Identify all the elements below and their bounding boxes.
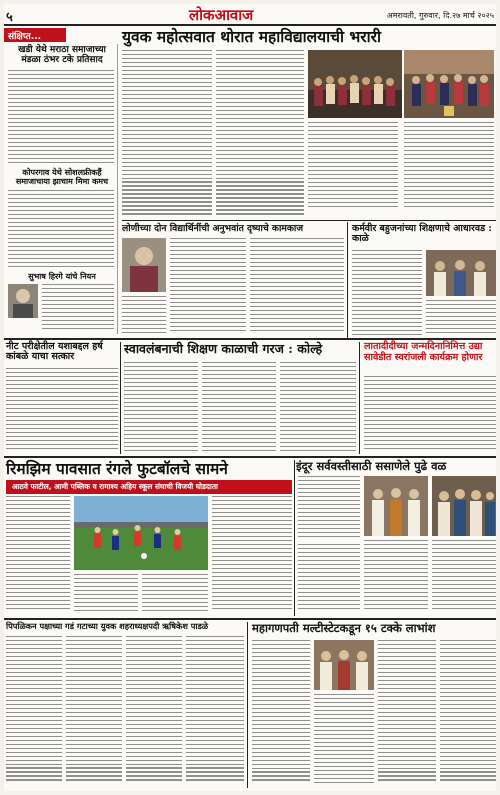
lead-photo-trophy: [404, 50, 494, 118]
story2-body-col0: [122, 296, 166, 336]
page-header: [4, 4, 496, 26]
indoor-body-col1: [298, 476, 360, 542]
obituary-portrait: [8, 284, 38, 318]
column-rule: [347, 222, 348, 340]
lead-photo-group: [308, 50, 402, 118]
brief1-title: खडी येथे मराठा समाजाच्या मंडळा ठंभर टके प्रतिसाद: [18, 45, 106, 65]
story2-headline: लोणीच्या दोन विद्यार्थिनींची अनुभवांत दृष्याचे कामकाज: [122, 223, 304, 234]
divider: [4, 618, 496, 620]
brief3-title: सुभाष हिरगे यांचे नियन: [28, 271, 96, 281]
story2-photo: [122, 238, 166, 292]
story2-body-col2: [250, 238, 344, 336]
newspaper-page: [4, 4, 496, 791]
indoor-body-col2: [298, 544, 360, 616]
masthead: लोकआवाज: [189, 6, 254, 24]
football-subhead: आठवे फाटील, आमी पब्लिक व रामाश्य अहिय स्कूल संघाची विजयी घोडदाता: [6, 480, 292, 494]
lead-headline: युवक महोत्सवात थोरात महाविद्यालयाची भरारी: [122, 27, 381, 46]
kolhe-body-col2: [202, 362, 276, 454]
football-body-col1: [6, 496, 70, 616]
story3-body-col2: [426, 300, 496, 338]
neet-headline: नीट परीक्षेतील यशाबद्दल हर्ष कांबळे याचा सत्कार: [6, 341, 103, 363]
indoor-photo-2: [432, 476, 496, 536]
kolhe-body-col3: [280, 362, 356, 454]
left-brief-column: [4, 44, 118, 334]
pathade-body-col1: [6, 636, 62, 788]
indoor-headline: इंदूर सर्ववस्तीसाठी ससाणेले पुढे वळ: [296, 459, 447, 473]
pathade-body-col3: [126, 636, 182, 788]
brief3-body: [42, 284, 114, 332]
football-body-col3: [142, 574, 208, 616]
story3-photo: [426, 250, 496, 296]
mahaganpati-body-col3: [378, 640, 436, 788]
lead-body-col2: [216, 50, 304, 220]
brief1-body: [8, 70, 114, 166]
indoor-body-col4: [432, 540, 496, 616]
column-rule: [247, 622, 248, 788]
kolhe-body-col1: [124, 362, 198, 454]
brief2-body: [8, 190, 114, 270]
lata-body: [364, 376, 496, 454]
mahaganpati-body-col1: [252, 640, 310, 788]
dateline: अमरावती, गुरुवार, दि.२७ मार्च २०२५: [386, 11, 494, 20]
divider: [4, 338, 496, 340]
pathade-body-col2: [66, 636, 122, 788]
football-body-col2: [74, 574, 138, 616]
story3-body-col1: [352, 250, 422, 338]
story2-body-col1: [170, 238, 246, 336]
pathade-headline: पिपळिकन पक्षाच्या गडं गटाच्या युवक शहराध्यक्षपदी ऋषिकेश पाडळे: [6, 621, 209, 631]
column-rule: [359, 342, 360, 454]
indoor-photo-1: [364, 476, 428, 536]
divider: [122, 220, 496, 221]
neet-body: [6, 368, 118, 452]
kolhe-headline: स्वावलंबनाची शिक्षण काळाची गरज : कोल्हे: [124, 341, 323, 356]
football-body-col4: [212, 496, 292, 616]
lead-body-col1: [122, 50, 212, 220]
football-photo: [74, 496, 208, 570]
brief2-title: कोपरगाव येथे सोशलफ्रीकहैं समाजाचाया झाचाम मिमा कमच: [15, 167, 109, 186]
football-headline: रिमझिम पावसात रंगले फुटबॉलचे सामने: [6, 459, 228, 478]
column-rule: [120, 342, 121, 454]
indoor-body-col3: [364, 540, 428, 616]
section-tag: संक्षिप्त...: [4, 28, 66, 42]
mahaganpati-headline: महागणपती मल्टीस्टेटकडून १५ टक्के लाभांश: [252, 621, 436, 635]
mahaganpati-body-col2: [314, 694, 374, 788]
lead-body-col4: [404, 122, 494, 214]
mahaganpati-body-col4: [440, 640, 496, 788]
lata-headline: लातादीदीच्या जन्मदिनानिमित्त उद्या सावेडीत स्वरांजली कार्यक्रम होणार: [364, 341, 483, 363]
lead-body-col3: [308, 122, 398, 214]
story3-headline: कर्मवीर बहुजनांच्या शिक्षणाचे आधारवड : काळे: [352, 223, 492, 245]
mahaganpati-photo: [314, 640, 374, 690]
divider: [4, 456, 496, 458]
column-rule: [294, 460, 295, 616]
page-number: ५: [6, 10, 13, 25]
pathade-body-col4: [186, 636, 244, 788]
